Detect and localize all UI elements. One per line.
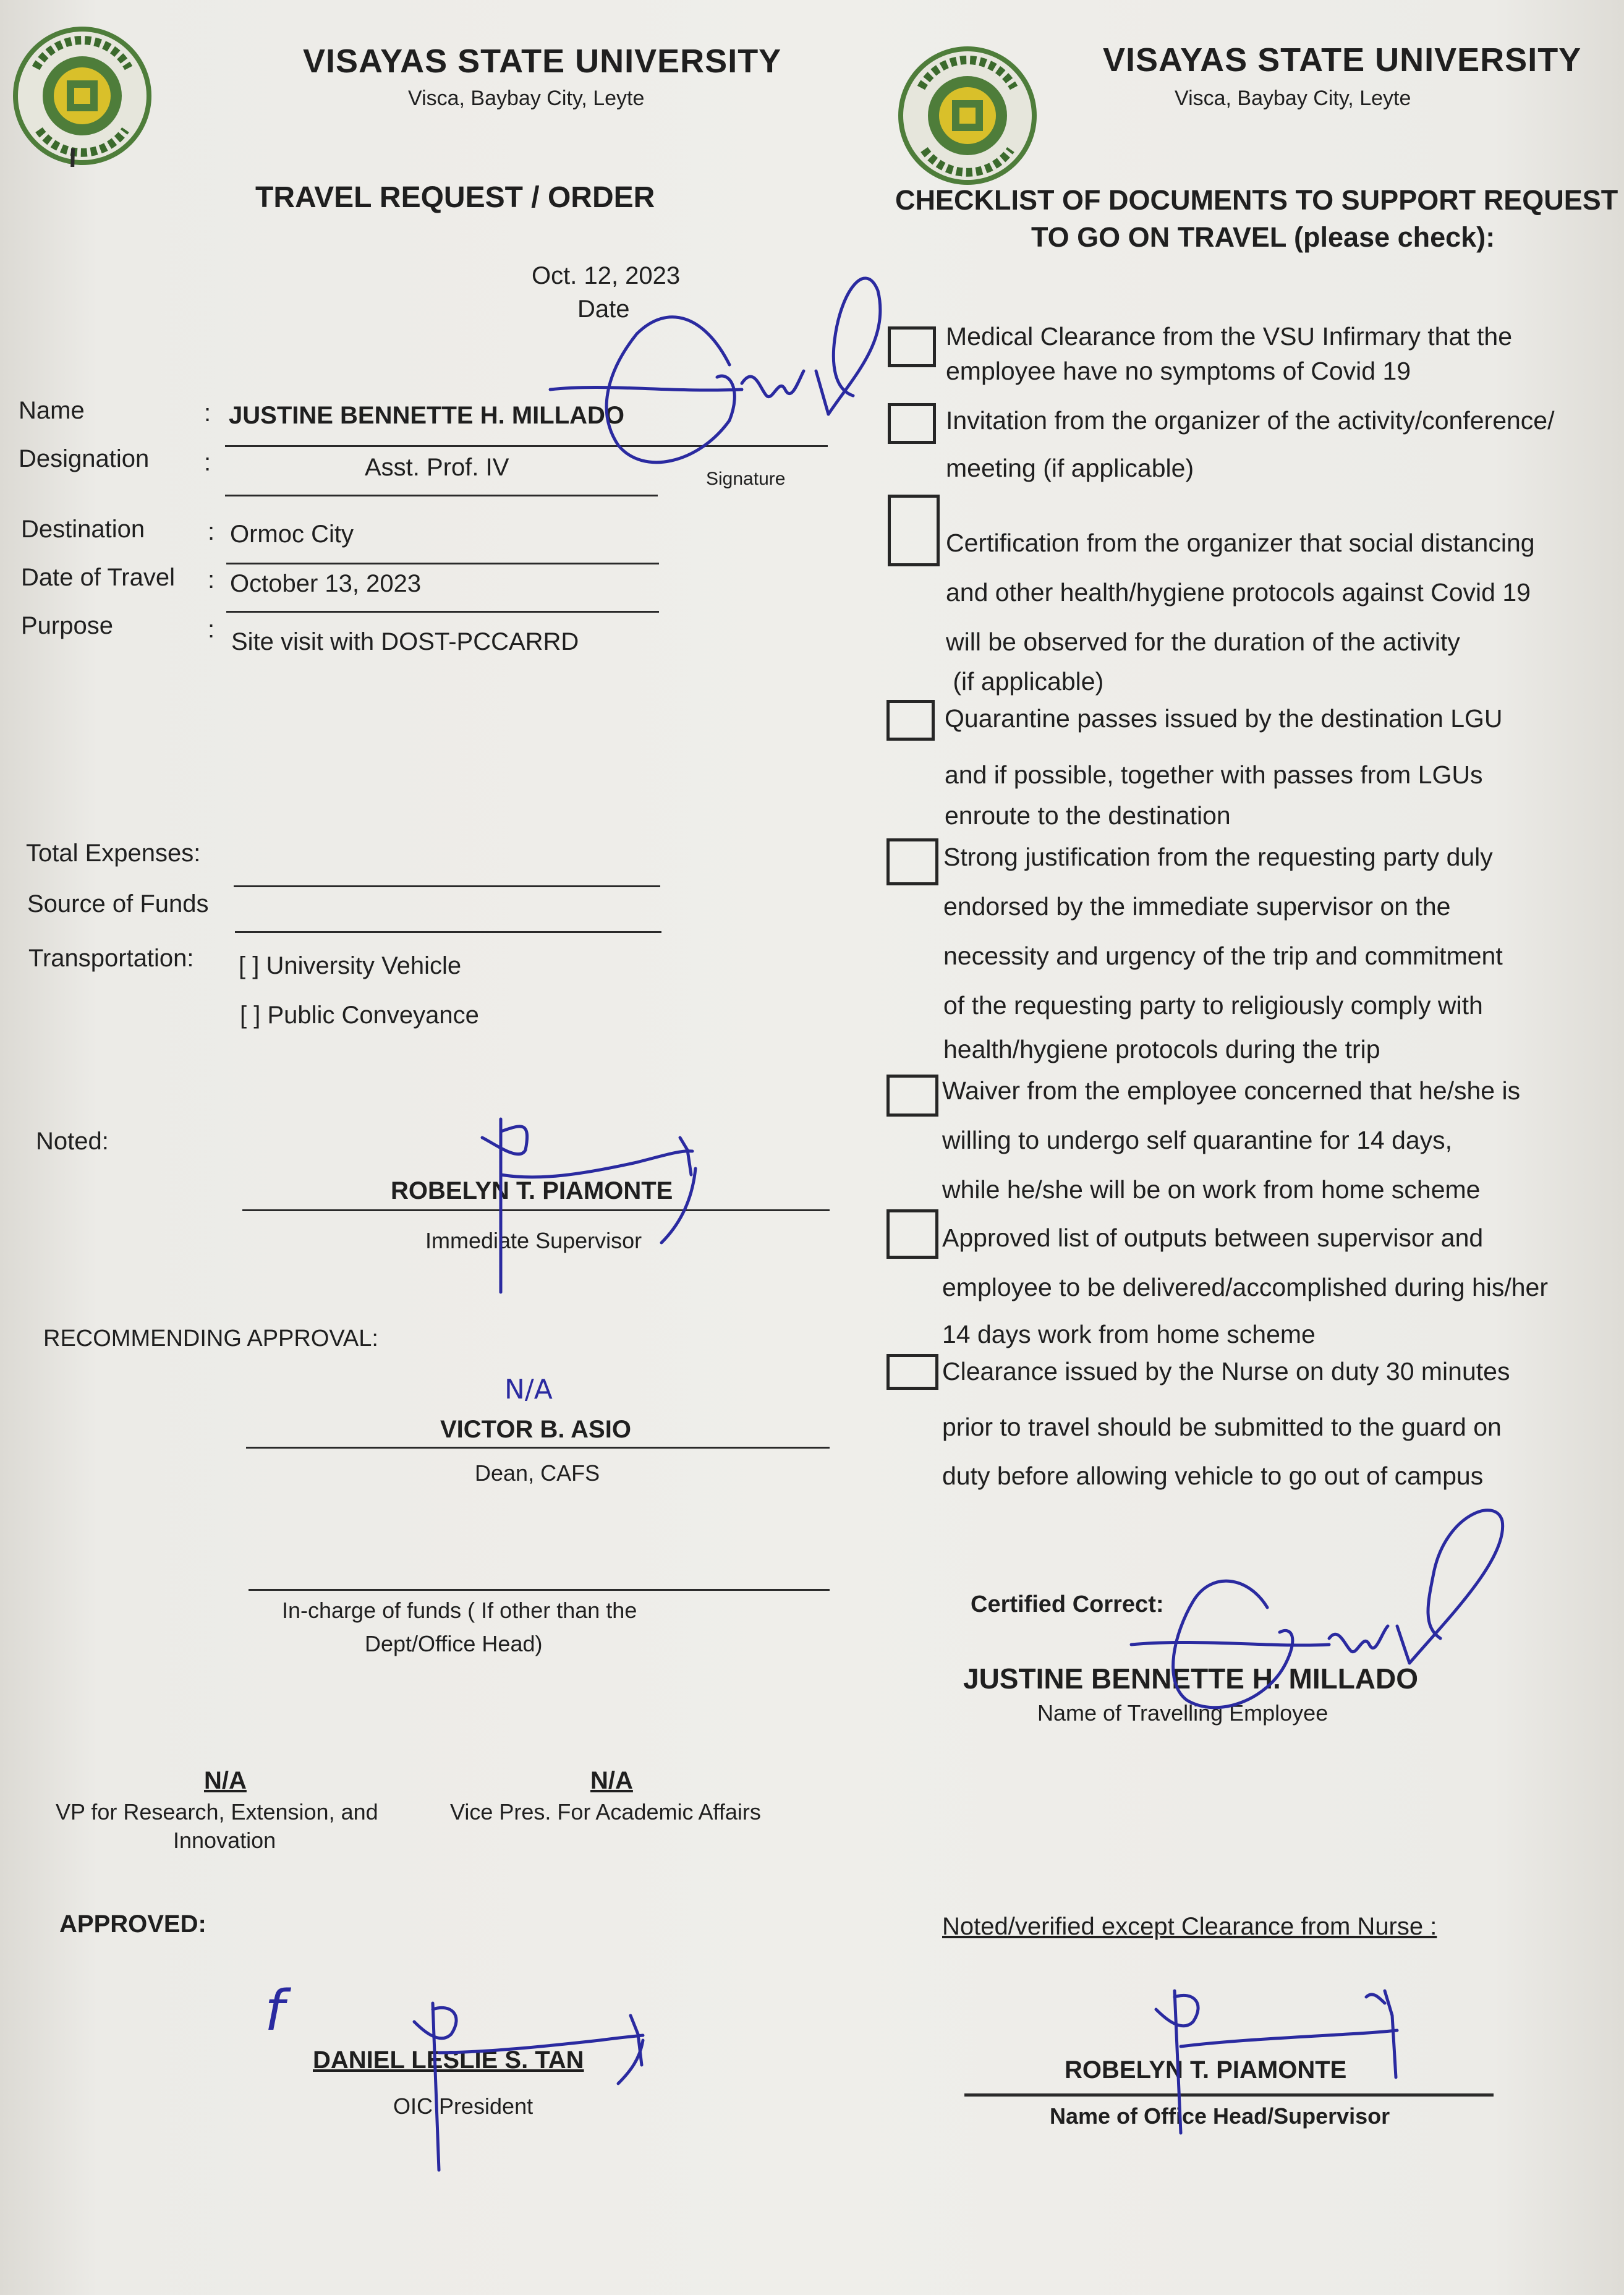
approved-label: APPROVED: (59, 1910, 206, 1938)
destination-label: Destination (21, 516, 145, 543)
checkbox-medical-clearance[interactable] (888, 326, 936, 367)
name-colon: : (204, 399, 211, 427)
funds-signature-line (249, 1589, 830, 1591)
recommending-approval-label: RECOMMENDING APPROVAL: (43, 1326, 378, 1352)
university-seal-right (896, 45, 1039, 187)
vp-research-title-2: Innovation (173, 1828, 276, 1853)
name-label: Name (19, 397, 85, 424)
president-name: DANIEL LESLIE S. TAN (313, 2046, 584, 2074)
designation-label: Designation (19, 445, 150, 472)
president-initial: f (265, 1978, 284, 2043)
checkbox-approved-outputs[interactable] (886, 1209, 938, 1259)
university-address-left: Visca, Baybay City, Leyte (408, 87, 645, 110)
date-of-travel-colon: : (208, 566, 215, 594)
vp-research-na: N/A (204, 1767, 247, 1794)
destination-underline (226, 563, 659, 564)
date-of-travel-underline (226, 611, 659, 613)
purpose-colon: : (208, 616, 215, 643)
checklist-item-strong-justification: Strong justification from the requesting party duly endorsed by the immediate supervisor on the necessity and urgency of the trip and commitment of the requesting party to religiously comply with health/hygiene protocols during the trip (943, 843, 1503, 1063)
checklist-item-certification: Certification from the organizer that social distancing and other health/hygiene protocols against Covid 19 will be observed for the duration of the activity (if applicable) (946, 529, 1535, 696)
dean-na-handwritten: N/A (504, 1374, 553, 1405)
checkbox-waiver[interactable] (886, 1075, 938, 1117)
date-of-travel-value: October 13, 2023 (230, 570, 422, 597)
checklist-title-1: CHECKLIST OF DOCUMENTS TO SUPPORT REQUEST (895, 184, 1618, 216)
university-name-right: VISAYAS STATE UNIVERSITY (1103, 41, 1582, 79)
checklist-item-nurse-clearance: Clearance issued by the Nurse on duty 30 minutes prior to travel should be submitted to the guard on duty before allowing vehicle to go out of campus (942, 1357, 1510, 1490)
travel-request-title: TRAVEL REQUEST / ORDER (255, 181, 655, 214)
university-address-right: Visca, Baybay City, Leyte (1175, 87, 1411, 110)
dean-name: VICTOR B. ASIO (440, 1416, 631, 1443)
destination-colon: : (208, 518, 215, 545)
president-signature (396, 1991, 655, 2176)
checklist-item-invitation: Invitation from the organizer of the activity/conference/ meeting (if applicable) (946, 406, 1555, 482)
checklist-item-medical-clearance: Medical Clearance from the VSU Infirmary that the employee have no symptoms of Covid 19 (946, 322, 1513, 385)
applicant-signature (544, 266, 890, 501)
source-of-funds-label: Source of Funds (27, 890, 209, 918)
checkbox-quarantine-passes[interactable] (886, 700, 935, 741)
transport-option-public-conveyance[interactable]: [ ] Public Conveyance (240, 1002, 479, 1029)
noted-label: Noted: (36, 1128, 109, 1155)
noted-verified-label: Noted/verified except Clearance from Nurse : (942, 1913, 1437, 1940)
checkbox-certification[interactable] (888, 495, 940, 566)
date-of-travel-label: Date of Travel (21, 564, 176, 591)
immediate-supervisor-name: ROBELYN T. PIAMONTE (391, 1177, 673, 1204)
vp-academic-title: Vice Pres. For Academic Affairs (450, 1799, 761, 1825)
funds-incharge-label-1: In-charge of funds ( If other than the (282, 1598, 637, 1623)
total-expenses-line (234, 885, 660, 887)
checkbox-nurse-clearance[interactable] (886, 1354, 938, 1390)
total-expenses-label: Total Expenses: (26, 840, 201, 867)
university-name-left: VISAYAS STATE UNIVERSITY (303, 43, 782, 80)
checklist-item-waiver: Waiver from the employee concerned that he/she is willing to undergo self quarantine for 14 days, while he/she will be on work from home scheme (942, 1076, 1521, 1204)
vp-research-title-1: VP for Research, Extension, and (56, 1799, 378, 1825)
designation-value: Asst. Prof. IV (365, 454, 509, 481)
president-title: OIC President (393, 2093, 534, 2119)
name-value: JUSTINE BENNETTE H. MILLADO (229, 402, 625, 429)
purpose-label: Purpose (21, 612, 113, 639)
checkbox-invitation[interactable] (888, 403, 936, 444)
certified-correct-label: Certified Correct: (971, 1591, 1164, 1617)
transportation-label: Transportation: (28, 945, 194, 972)
request-date-label: Date (577, 296, 630, 323)
checklist-title-2: TO GO ON TRAVEL (please check): (1031, 221, 1495, 253)
purpose-value: Site visit with DOST-PCCARRD (231, 628, 579, 655)
source-of-funds-line (235, 931, 661, 933)
request-date-value: Oct. 12, 2023 (532, 262, 681, 289)
office-head-name: ROBELYN T. PIAMONTE (1065, 2056, 1347, 2084)
funds-incharge-label-2: Dept/Office Head) (365, 1631, 543, 1656)
checkbox-strong-justification[interactable] (886, 838, 938, 885)
checklist-item-quarantine-passes: Quarantine passes issued by the destination LGU and if possible, together with passes from LGUs enroute to the destination (945, 704, 1503, 830)
office-head-signature (1150, 1978, 1409, 2139)
checklist-item-approved-outputs: Approved list of outputs between supervisor and employee to be delivered/accomplished during his/her 14 days work from home scheme (942, 1224, 1549, 1348)
employee-signature (1125, 1502, 1521, 1731)
immediate-supervisor-title: Immediate Supervisor (425, 1228, 642, 1253)
designation-colon: : (204, 449, 211, 476)
dean-signature-line (246, 1447, 830, 1449)
signature-label: Signature (706, 469, 786, 489)
travelling-employee-name: JUSTINE BENNETTE H. MILLADO (963, 1663, 1419, 1695)
vp-academic-na: N/A (590, 1767, 633, 1794)
university-seal-left (11, 25, 153, 167)
supervisor-signature (457, 1113, 705, 1305)
destination-value: Ormoc City (230, 521, 354, 548)
office-head-caption: Name of Office Head/Supervisor (1050, 2103, 1390, 2129)
travelling-employee-caption: Name of Travelling Employee (1037, 1700, 1329, 1726)
transport-option-university-vehicle[interactable]: [ ] University Vehicle (239, 952, 462, 979)
dean-title: Dean, CAFS (475, 1460, 600, 1486)
